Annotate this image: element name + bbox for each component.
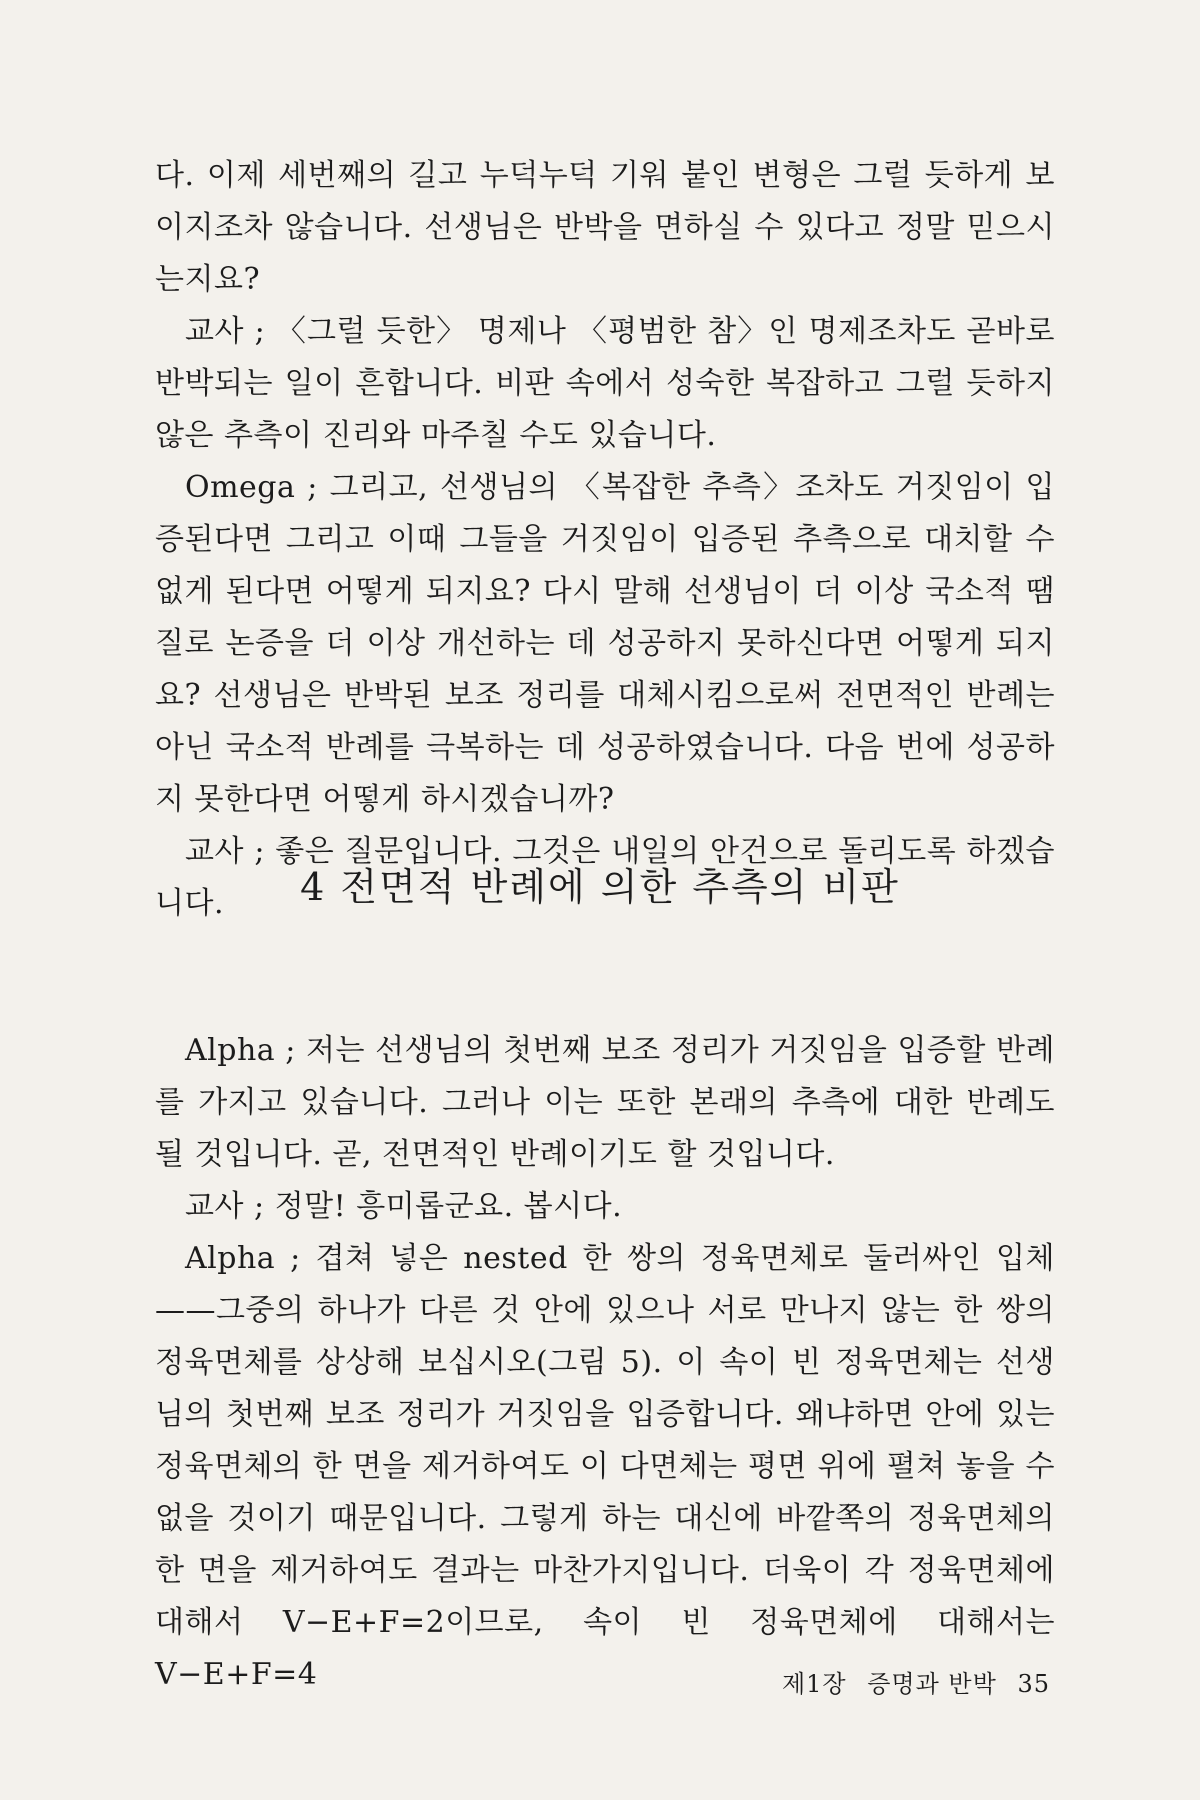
paragraph: 다. 이제 세번째의 길고 누덕누덕 기워 붙인 변형은 그럴 듯하게 보이지조차 않습니다. 선생님은 반박을 면하실 수 있다고 정말 믿으시는지요? [155, 158, 1055, 297]
bottom-text-block [155, 1025, 1055, 1701]
paragraph: Alpha ; 겹쳐 넣은 nested 한 쌍의 정육면체로 둘러싸인 입체——그중의 하나가 다른 것 안에 있으나 서로 만나지 않는 한 쌍의 정육면체를 상상해 보십시오(그림 5). 이 속이 빈 정육면체는 선생님의 첫번째 보조 정리가 거짓임을 입증합니다. 왜냐하면 안에 있는 정육면체의 한 면을 제거하여도 이 다면체는 평면 위에 펼쳐 놓을 수 없을 것이기 때문입니다. 그렇게 하는 대신에 바깥쪽의 정육면체의 한 면을 제거하여도 결과는 마찬가지입니다. 더욱이 각 정육면체에 대해서 V−E+F=2이므로, 속이 빈 정육면체에 대해서는 V−E+F=4 [155, 1241, 1055, 1692]
paragraph: Alpha ; 저는 선생님의 첫번째 보조 정리가 거짓임을 입증할 반례를 가지고 있습니다. 그러나 이는 또한 본래의 추측에 대한 반례도 될 것입니다. 곧, 전면적인 반례이기도 할 것입니다. [155, 1033, 1055, 1172]
section-heading: 4 전면적 반례에 의한 추측의 비판 [300, 865, 900, 909]
paragraph: 교사 ; 정말! 흥미롭군요. 봅시다. [185, 1189, 623, 1224]
page-number: 35 [1017, 1670, 1050, 1698]
paragraph: 교사 ; 좋은 질문입니다. 그것은 내일의 안건으로 돌리도록 하겠습니다. [155, 834, 1055, 921]
paragraph: 교사 ; 〈그럴 듯한〉 명제나 〈평범한 참〉인 명제조차도 곧바로 반박되는 일이 흔합니다. 비판 속에서 성숙한 복잡하고 그럴 듯하지 않은 추측이 진리와 마주칠 수도 있습니다. [155, 314, 1055, 453]
page-footer [782, 1668, 1050, 1700]
chapter-number: 제1장 [781, 1670, 847, 1698]
top-text-block [155, 150, 1055, 930]
chapter-title: 증명과 반박 [867, 1670, 997, 1698]
paragraph: Omega ; 그리고, 선생님의 〈복잡한 추측〉조차도 거짓임이 입증된다면 그리고 이때 그들을 거짓임이 입증된 추측으로 대치할 수 없게 된다면 어떻게 되지요? 다시 말해 선생님이 더 이상 국소적 땜질로 논증을 더 이상 개선하는 데 성공하지 못하신다면 어떻게 되지요? 선생님은 반박된 보조 정리를 대체시킴으로써 전면적인 반례는 아닌 국소적 반례를 극복하는 데 성공하였습니다. 다음 번에 성공하지 못한다면 어떻게 하시겠습니까? [155, 470, 1055, 817]
